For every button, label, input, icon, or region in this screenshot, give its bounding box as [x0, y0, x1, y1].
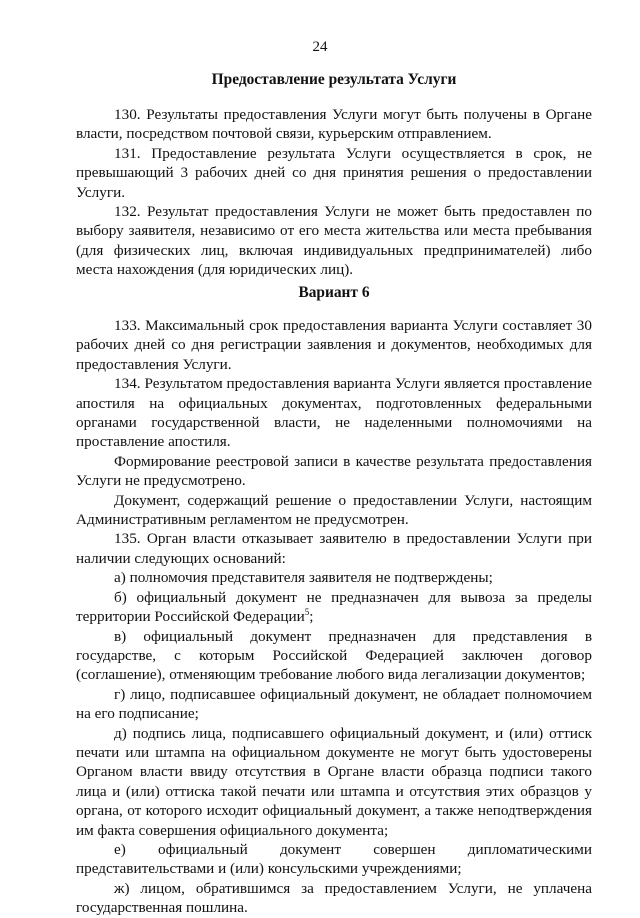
- paragraph-130: 130. Результаты предоставления Услуги могут быть получены в Органе власти, посредством почтовой связи, курьерским отправлением.: [76, 106, 592, 143]
- list-item-g: г) лицо, подписавшее официальный документ, не обладает полномочием на его подписание;: [76, 685, 592, 723]
- list-item-v: в) официальный документ предназначен для представления в государстве, с которым Российской Федерацией заключен договор (соглашение), отменяющим требование любого вида легализации документов;: [76, 627, 592, 684]
- page-number: 24: [312, 39, 328, 55]
- section-variant-6-body: [76, 316, 592, 918]
- list-item-b-end: ;: [309, 608, 314, 626]
- section-result-body: [76, 105, 592, 280]
- list-item-e: е) официальный документ совершен дипломатическими представительствами и (или) консульскими учреждениями;: [76, 840, 592, 878]
- footnote-mark[interactable]: 5: [304, 607, 310, 618]
- section-heading-variant-6: Вариант 6: [298, 284, 370, 301]
- list-item-zh: ж) лицом, обратившимся за предоставлением Услуги, не уплачена государственная пошлина.: [76, 879, 592, 917]
- list-item-d: д) подпись лица, подписавшего официальный документ, и (или) оттиск печати или штампа на официальном документе не могут быть удостоверены Органом власти ввиду отсутствия в Органе власти образца подписи такого лица и (или) оттиска такой печати или штампа и отсутствия этих образцов у органа, от которого исходит официальный документ, а также неподтверждения им факта совершения официального документа;: [76, 724, 592, 839]
- paragraph-132: 132. Результат предоставления Услуги не может быть предоставлен по выбору заявителя, независимо от его места жительства или места пребывания (для физических лиц, включая индивидуальных предпринимателей) либо места нахождения (для юридических лиц).: [76, 203, 592, 279]
- paragraph-135: 135. Орган власти отказывает заявителю в предоставлении Услуги при наличии следующих оснований:: [76, 530, 592, 567]
- list-item-a: а) полномочия представителя заявителя не подтверждены;: [114, 569, 493, 587]
- list-item-b: [76, 588, 592, 627]
- paragraph-133: 133. Максимальный срок предоставления варианта Услуги составляет 30 рабочих дней со дня регистрации заявления и документов, необходимых для предоставления Услуги.: [76, 317, 592, 373]
- paragraph-registry-record: Формирование реестровой записи в качестве результата предоставления Услуги не предусмотрено.: [76, 452, 592, 490]
- list-item-b-text: б) официальный документ не предназначен для вывоза за пределы территории Российской Федерации: [76, 588, 592, 626]
- paragraph-131: 131. Предоставление результата Услуги осуществляется в срок, не превышающий 3 рабочих дней со дня принятия решения о предоставлении Услуги.: [76, 144, 592, 201]
- section-heading-result: Предоставление результата Услуги: [211, 71, 457, 88]
- paragraph-decision-document: Документ, содержащий решение о предоставлении Услуги, настоящим Административным регламентом не предусмотрен.: [76, 491, 592, 529]
- paragraph-134: 134. Результатом предоставления варианта Услуги является проставление апостиля на официальных документах, подготовленных федеральными органами государственной власти, не наделенными полномочиями на проставление апостиля.: [76, 375, 592, 451]
